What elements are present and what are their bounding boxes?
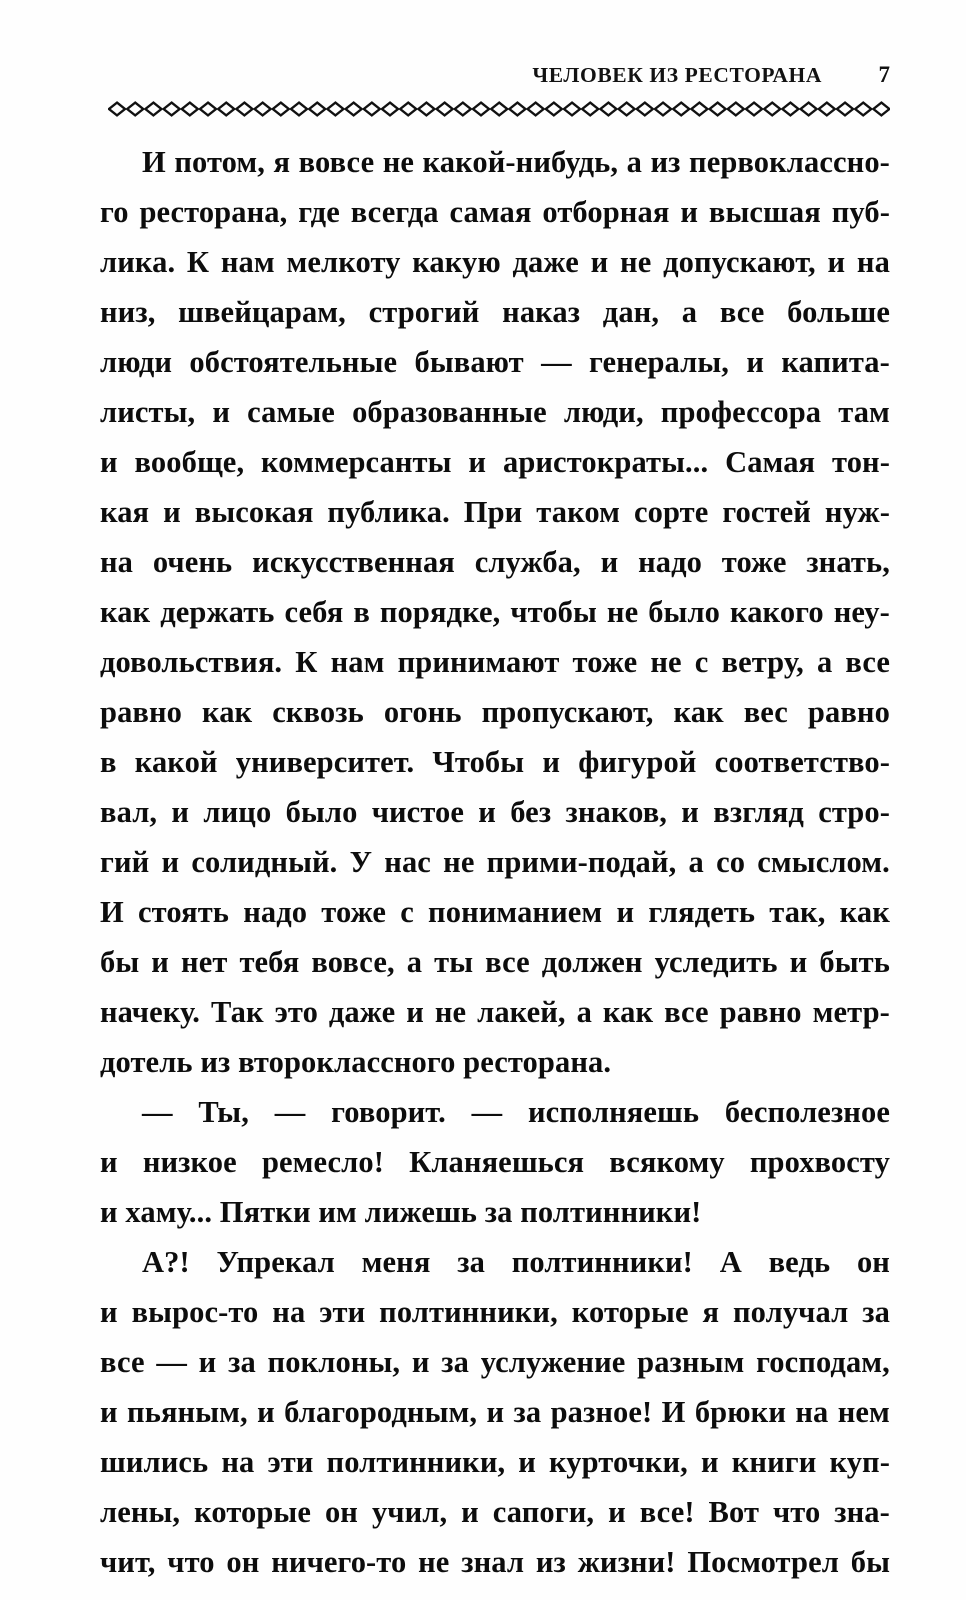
text-line: И стоять надо тоже с пониманием и глядеть так, как — [100, 895, 890, 929]
paragraph — [100, 1087, 890, 1237]
text-line: начеку. Так это даже и не лакей, а как все равно метр- — [100, 995, 890, 1029]
running-head — [108, 62, 890, 96]
text-line: гий и солидный. У нас не прими-подай, а со смыслом. — [100, 845, 890, 879]
text-line: — Ты, — говорит. — исполняешь бесполезное — [142, 1095, 890, 1129]
text-line: и низкое ремесло! Кланяешься всякому прохвосту — [100, 1145, 890, 1179]
text-line: дотель из второклассного ресторана. — [100, 1045, 612, 1079]
text-line: го ресторана, где всегда самая отборная и высшая пуб- — [100, 195, 890, 229]
text-line: вал, и лицо было чистое и без знаков, и взгляд стро- — [100, 795, 890, 829]
paragraph — [100, 137, 890, 1087]
text-line: люди обстоятельные бывают — генералы, и капита- — [100, 345, 890, 379]
text-line: на очень искусственная служба, и надо тоже знать, — [100, 545, 890, 579]
text-line: и пьяным, и благородным, и за разное! И брюки на нем — [100, 1395, 890, 1429]
text-line: листы, и самые образованные люди, профессора там — [100, 395, 890, 429]
text-line: и вообще, коммерсанты и аристократы... Самая тон- — [100, 445, 890, 479]
text-line: и вырос-то на эти полтинники, которые я получал за — [100, 1295, 890, 1329]
text-line: А?! Упрекал меня за полтинники! А ведь он — [142, 1245, 890, 1279]
text-line: все — и за поклоны, и за услужение разным господам, — [100, 1345, 890, 1379]
text-line: И потом, я вовсе не какой-нибудь, а из первоклассно- — [142, 145, 890, 179]
text-line: шились на эти полтинники, и курточки, и книги куп- — [100, 1445, 890, 1479]
text-line: низ, швейцарам, строгий наказ дан, а все больше — [100, 295, 890, 329]
text-line: лены, которые он учил, и сапоги, и все! Вот что зна- — [100, 1495, 890, 1529]
text-line: довольствия. К нам принимают тоже не с ветру, а все — [100, 645, 890, 679]
text-line: лика. К нам мелкоту какую даже и не допускают, и на — [100, 245, 890, 279]
text-line: бы и нет тебя вовсе, а ты все должен уследить и быть — [100, 945, 890, 979]
body-text — [100, 137, 890, 1587]
text-line: чит, что он ничего-то не знал из жизни! Посмотрел бы — [100, 1545, 890, 1579]
diamond-chain-icon — [108, 101, 890, 117]
text-line: равно как сквозь огонь пропускают, как вес равно — [100, 695, 890, 729]
text-line: в какой университет. Чтобы и фигурой соответство- — [100, 745, 890, 779]
text-line: и хаму... Пятки им лижешь за полтинники! — [100, 1195, 702, 1229]
page-number: 7 — [878, 62, 890, 87]
diamond-chain-divider — [108, 101, 890, 117]
running-head-title: ЧЕЛОВЕК ИЗ РЕСТОРАНА — [532, 63, 822, 87]
text-line: кая и высокая публика. При таком сорте гостей нуж- — [100, 495, 890, 529]
paragraph — [100, 1237, 890, 1587]
text-line: как держать себя в порядке, чтобы не было какого неу- — [100, 595, 890, 629]
